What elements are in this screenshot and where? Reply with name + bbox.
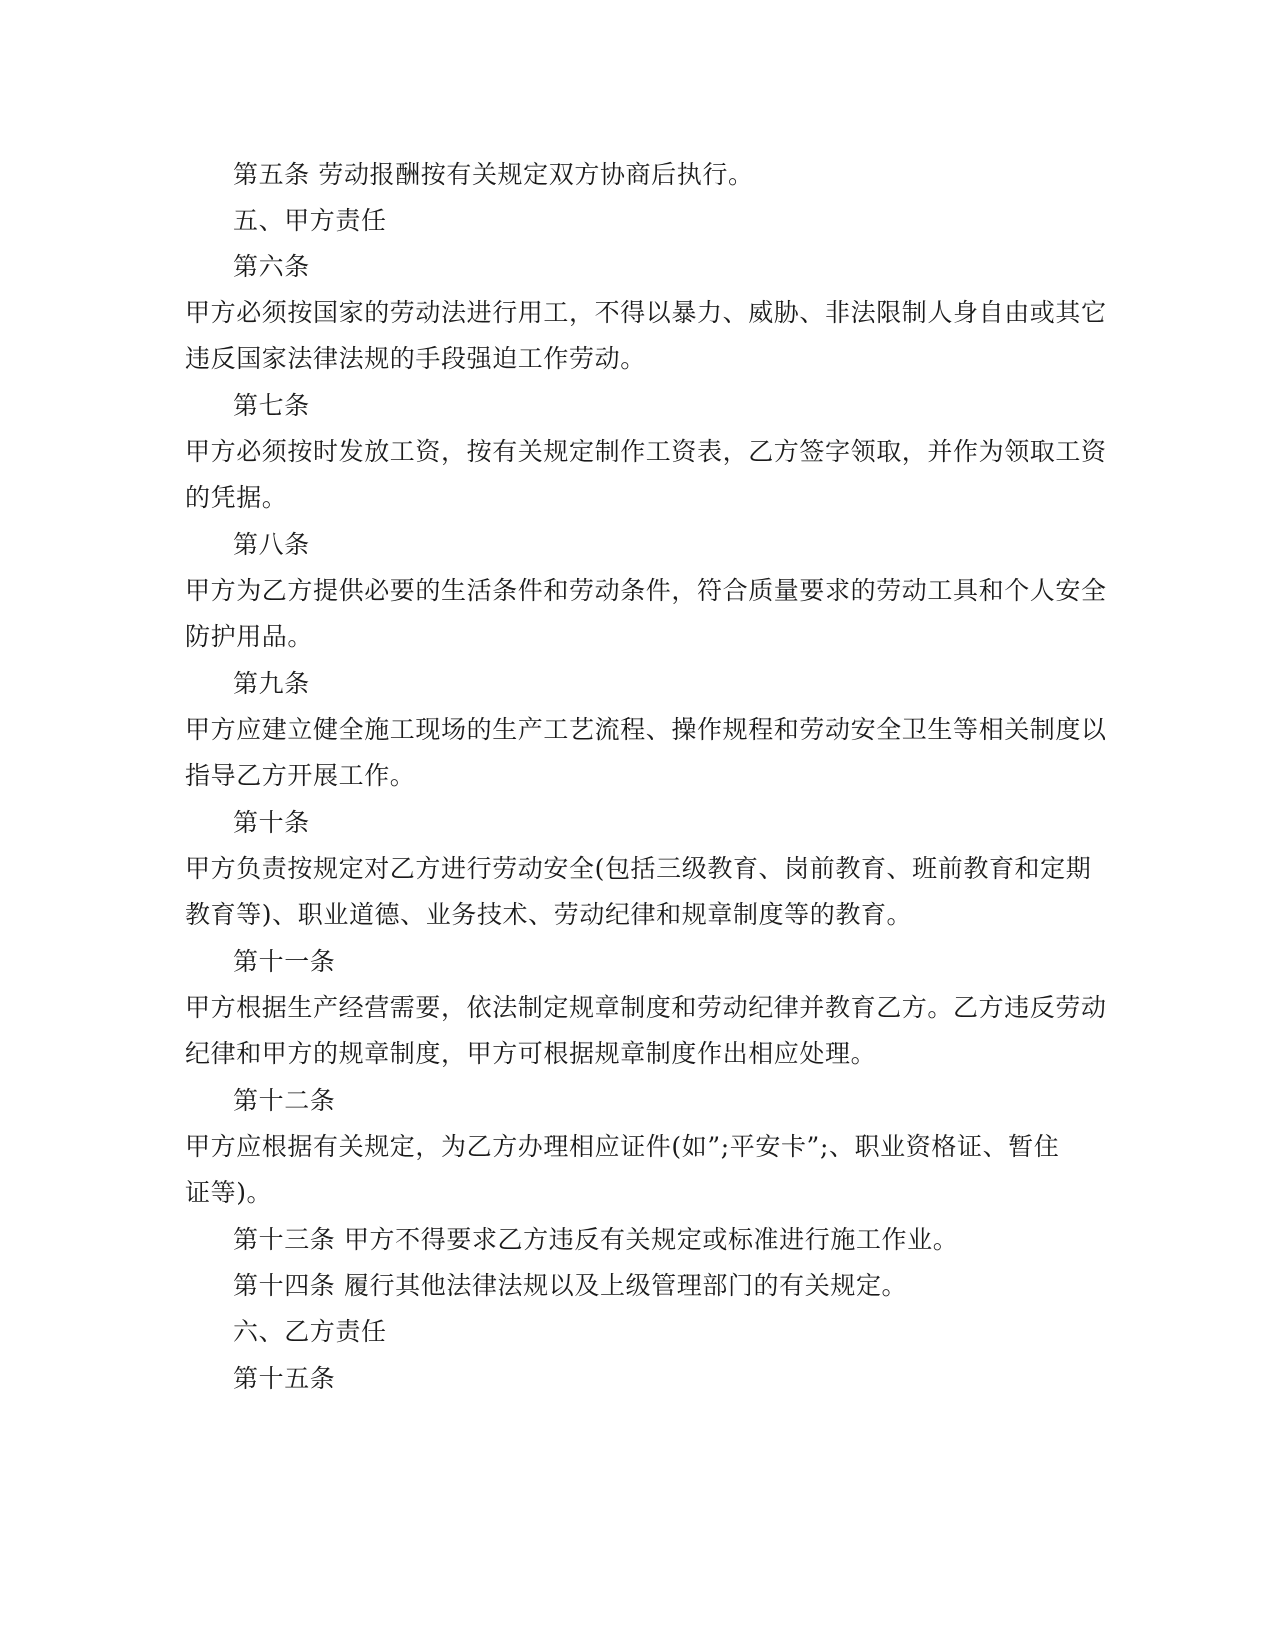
article-8-text-line-1: 甲方为乙方提供必要的生活条件和劳动条件，符合质量要求的劳动工具和个人安全 <box>185 576 1107 605</box>
article-13: 第十三条 甲方不得要求乙方违反有关规定或标准进行施工作业。 <box>233 1225 959 1254</box>
article-9-text-line-2: 指导乙方开展工作。 <box>185 761 416 790</box>
article-7-heading: 第七条 <box>233 391 310 420</box>
article-7-text-line-2: 的凭据。 <box>185 483 288 512</box>
article-12-text-line-2: 证等)。 <box>185 1178 273 1207</box>
article-6-text-line-1: 甲方必须按国家的劳动法进行用工，不得以暴力、威胁、非法限制人身自由或其它 <box>185 298 1107 327</box>
article-11-text-line-1: 甲方根据生产经营需要，依法制定规章制度和劳动纪律并教育乙方。乙方违反劳动 <box>185 993 1107 1022</box>
section-heading-party-b: 六、乙方责任 <box>233 1317 387 1346</box>
article-6-heading: 第六条 <box>233 252 310 281</box>
article-9-text-line-1: 甲方应建立健全施工现场的生产工艺流程、操作规程和劳动安全卫生等相关制度以 <box>185 715 1107 744</box>
article-8-text-line-2: 防护用品。 <box>185 622 314 651</box>
article-12-text-line-1: 甲方应根据有关规定，为乙方办理相应证件(如”;平安卡”;、职业资格证、暂住 <box>185 1132 1060 1161</box>
article-10-text-line-1: 甲方负责按规定对乙方进行劳动安全(包括三级教育、岗前教育、班前教育和定期 <box>185 854 1092 883</box>
article-15-heading: 第十五条 <box>233 1364 336 1393</box>
article-8-heading: 第八条 <box>233 530 310 559</box>
article-7-text-line-1: 甲方必须按时发放工资，按有关规定制作工资表，乙方签字领取，并作为领取工资 <box>185 437 1107 466</box>
article-11-heading: 第十一条 <box>233 947 336 976</box>
section-heading-party-a: 五、甲方责任 <box>233 206 387 235</box>
article-12-heading: 第十二条 <box>233 1086 336 1115</box>
article-14: 第十四条 履行其他法律法规以及上级管理部门的有关规定。 <box>233 1271 908 1300</box>
article-6-text-line-2: 违反国家法律法规的手段强迫工作劳动。 <box>185 344 646 373</box>
article-11-text-line-2: 纪律和甲方的规章制度，甲方可根据规章制度作出相应处理。 <box>185 1039 877 1068</box>
article-5: 第五条 劳动报酬按有关规定双方协商后执行。 <box>233 160 754 189</box>
article-9-heading: 第九条 <box>233 669 310 698</box>
article-10-heading: 第十条 <box>233 808 310 837</box>
article-10-text-line-2: 教育等)、职业道德、业务技术、劳动纪律和规章制度等的教育。 <box>185 900 913 929</box>
